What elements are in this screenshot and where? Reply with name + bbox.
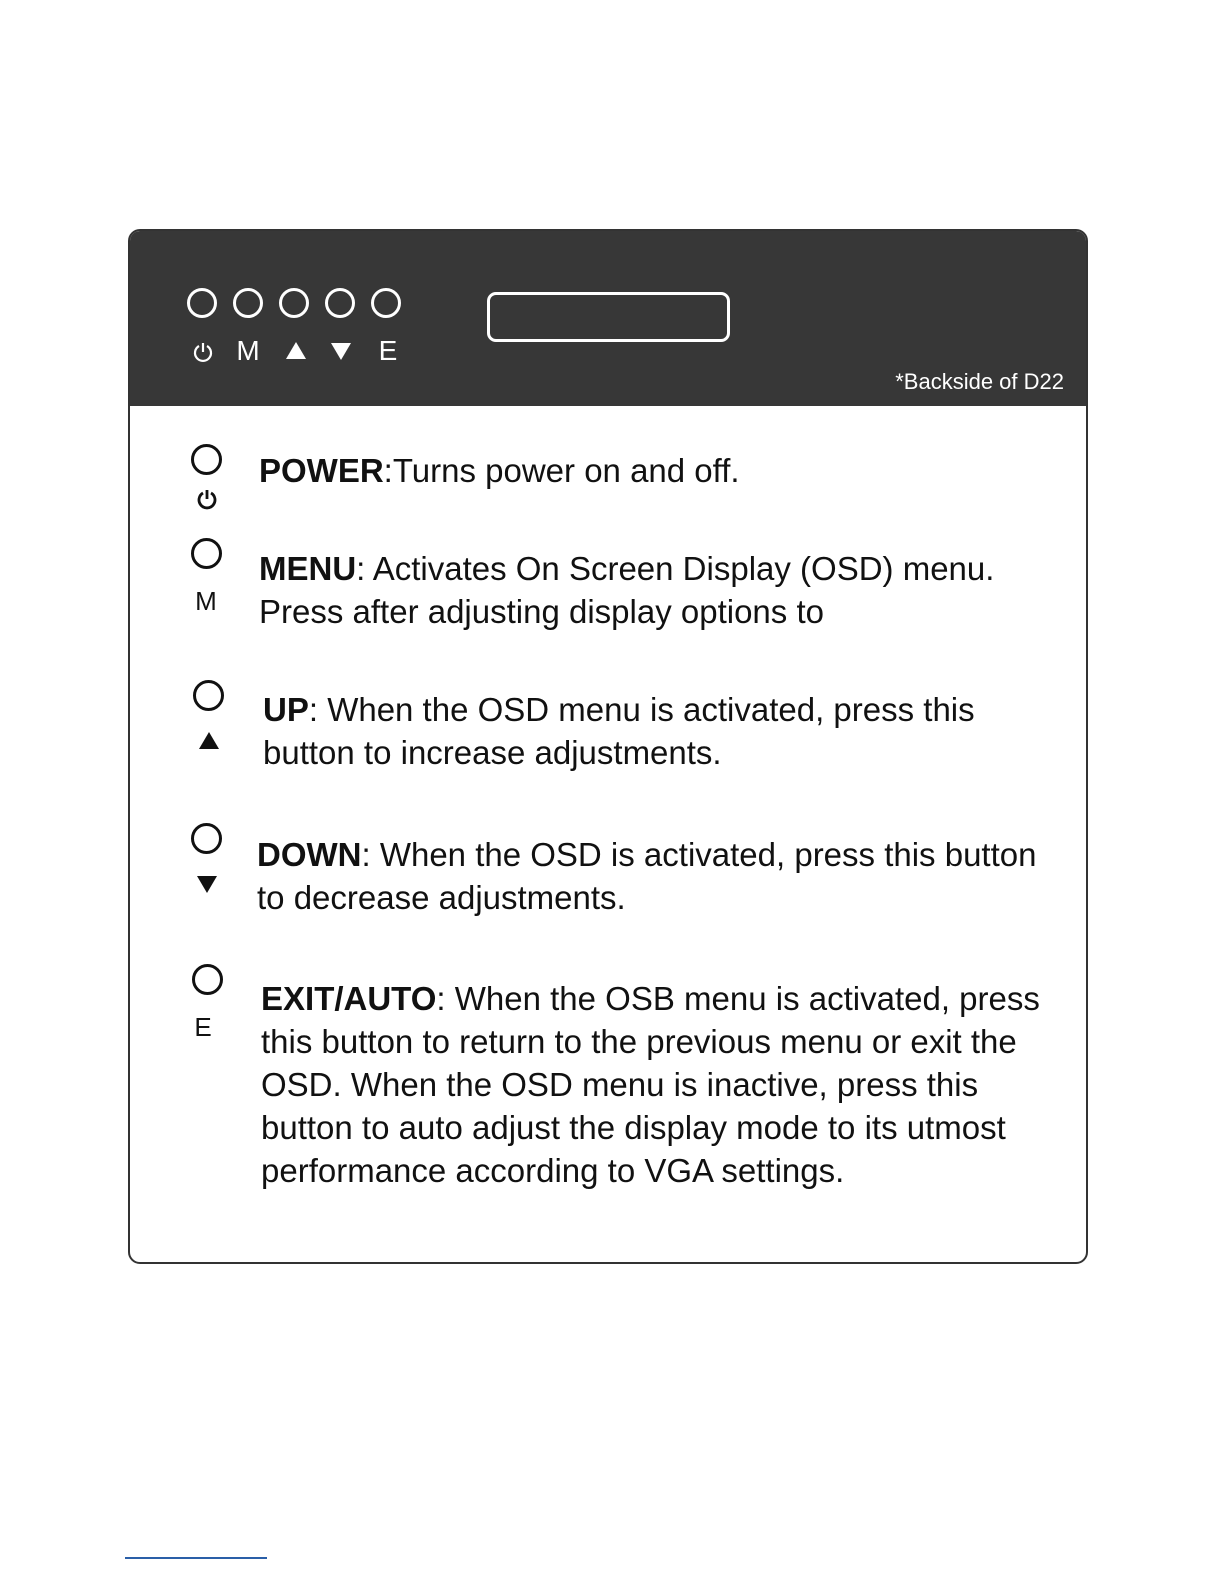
hw-menu-label: M [236, 335, 260, 366]
display-slot [487, 292, 730, 342]
menu-key-label: M [195, 586, 217, 616]
hw-exit-button [371, 288, 401, 318]
hw-menu-button [233, 288, 263, 318]
down-triangle-icon [196, 874, 218, 894]
hw-down-button [325, 288, 355, 318]
exit-key-circle [192, 964, 223, 995]
power-description: POWER:Turns power on and off. [259, 452, 740, 489]
power-icon [196, 488, 218, 510]
up-triangle-icon [198, 731, 220, 751]
exit-auto-description: EXIT/AUTO: When the OSB menu is activated, press this button to return to the previous menu or exit the OSD. When the OSD menu is inactive, press this button to auto adjust the display mode to its utmost performance according to VGA settings. [261, 980, 1040, 1189]
exit-key-label: E [194, 1012, 212, 1042]
backside-note: *Backside of D22 [895, 369, 1064, 394]
power-icon [192, 341, 214, 363]
up-triangle-icon [285, 341, 307, 361]
up-key-circle [193, 680, 224, 711]
power-key-circle [191, 444, 222, 475]
down-triangle-icon [330, 341, 352, 361]
menu-key-circle [191, 538, 222, 569]
button-reference-panel [128, 229, 1088, 1264]
hw-power-button [187, 288, 217, 318]
up-description: UP: When the OSD menu is activated, press this button to increase adjustments. [263, 691, 975, 771]
menu-description: MENU: Activates On Screen Display (OSD) menu. Press after adjusting display options to [259, 550, 995, 630]
hw-up-button [279, 288, 309, 318]
down-description: DOWN: When the OSD is activated, press this button to decrease adjustments. [257, 836, 1037, 916]
monitor-backside-illustration [130, 231, 1086, 406]
hw-exit-label: E [378, 335, 398, 366]
down-key-circle [191, 823, 222, 854]
footnote-underline [125, 1557, 267, 1559]
